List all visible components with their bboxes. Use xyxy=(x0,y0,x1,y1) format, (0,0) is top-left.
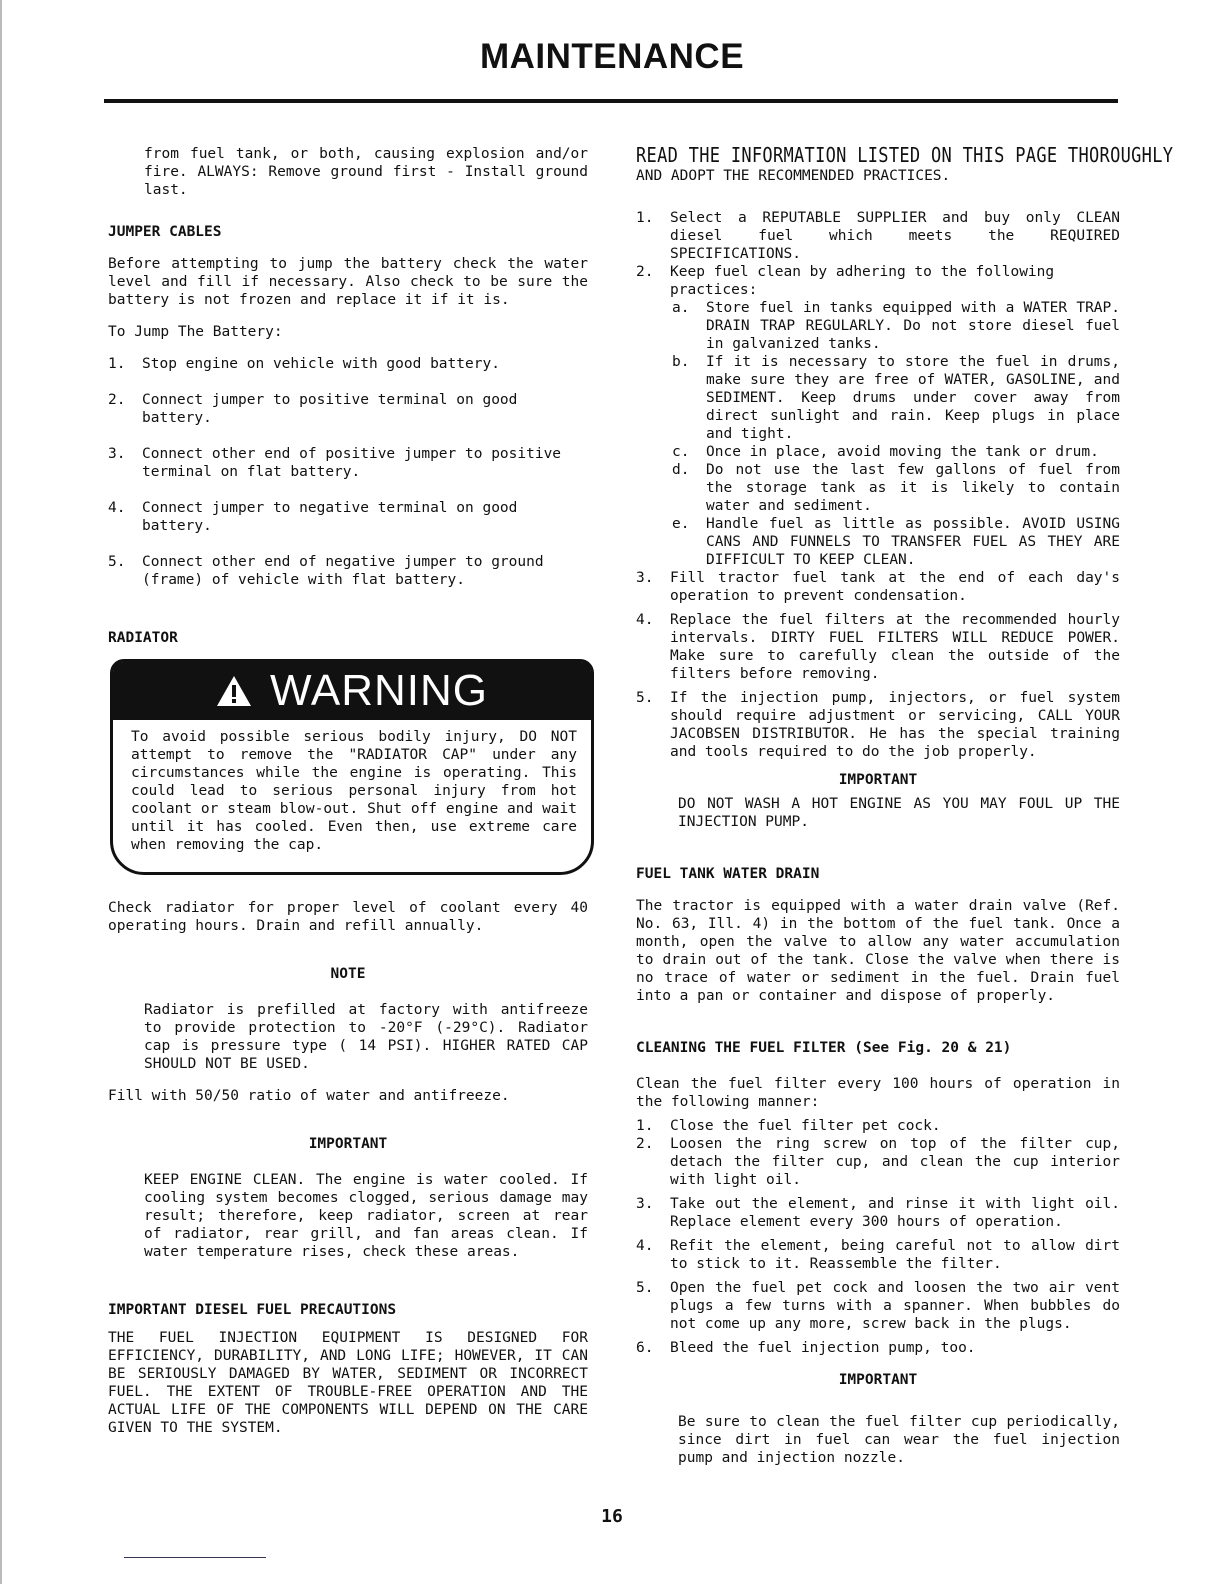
fill-paragraph: Fill with 50/50 ratio of water and antifreeze. xyxy=(108,1088,510,1104)
jump-battery-label: To Jump The Battery: xyxy=(108,324,283,340)
water-drain-heading: FUEL TANK WATER DRAIN xyxy=(636,866,820,882)
precaution-item: 3. Fill tractor fuel tank at the end of each day's operation to prevent condensation. xyxy=(636,570,1120,604)
right-column xyxy=(636,143,1174,1467)
page-title: MAINTENANCE xyxy=(479,37,745,76)
warning-text: To avoid possible serious bodily injury, DO NOT attempt to remove the "RADIATOR CAP" under any circumstances while the engine is operating. This could lead to serious personal injury from hot coolant or steam blow-out. Shut off engine and wait until it has cooled. Even then, use extreme care when removing the cap. xyxy=(131,729,577,853)
page-number: 16 xyxy=(601,1506,623,1527)
diesel-precautions-paragraph: THE FUEL INJECTION EQUIPMENT IS DESIGNED FOR EFFICIENCY, DURABILITY, AND LONG LIFE; HOWEVER, IT CAN BE SERIOUSLY DAMAGED BY WATER, SEDIMENT OR INCORRECT FUEL. THE EXTENT OF TROUBLE-FREE OPERATION AND THE ACTUAL LIFE OF THE COMPONENTS WILL DEPEND ON THE CARE GIVEN TO THE SYSTEM. xyxy=(108,1330,588,1436)
read-thoroughly-subtitle: AND ADOPT THE RECOMMENDED PRACTICES. xyxy=(636,168,951,184)
diesel-precautions-heading: IMPORTANT DIESEL FUEL PRECAUTIONS xyxy=(108,1302,397,1318)
note-text: Radiator is prefilled at factory with antifreeze to provide protection to -20°F (-29°C). Radiator cap is pressure type ( 14 PSI). HIGHER RATED CAP SHOULD NOT BE USED. xyxy=(144,1002,588,1072)
footer-line xyxy=(124,1557,266,1558)
title-rule xyxy=(104,99,1118,103)
cleaning-filter-intro: Clean the fuel filter every 100 hours of operation in the following manner: xyxy=(636,1076,1120,1110)
precaution-subitem: c. Once in place, avoid moving the tank or drum. xyxy=(672,444,1099,460)
note-label: NOTE xyxy=(330,966,366,982)
cleaning-step: 3. Take out the element, and rinse it with light oil. Replace element every 300 hours of operation. xyxy=(636,1196,1120,1230)
cleaning-step: 4. Refit the element, being careful not to allow dirt to stick to it. Reassemble the filter. xyxy=(636,1238,1120,1272)
jump-step: 1. Stop engine on vehicle with good battery. xyxy=(108,356,500,372)
precaution-item: 4. Replace the fuel filters at the recommended hourly intervals. DIRTY FUEL FILTERS WILL REDUCE POWER. Make sure to carefully clean the outside of the filters before removing. xyxy=(636,612,1120,682)
important-text: Be sure to clean the fuel filter cup periodically, since dirt in fuel can wear the fuel injection pump and injection nozzle. xyxy=(678,1414,1120,1466)
cleaning-step: 2. Loosen the ring screw on top of the filter cup, detach the filter cup, and clean the cup interior with light oil. xyxy=(636,1136,1120,1188)
jump-step: 5. Connect other end of negative jumper to ground (frame) of vehicle with flat battery. xyxy=(108,554,544,588)
warning-triangle-icon xyxy=(216,675,252,707)
jump-step: 2. Connect jumper to positive terminal on good battery. xyxy=(108,392,518,426)
warning-title: WARNING xyxy=(269,666,489,715)
cleaning-step: 1. Close the fuel filter pet cock. xyxy=(636,1118,941,1134)
warning-box xyxy=(110,659,594,875)
precaution-subitem: b. If it is necessary to store the fuel in drums, make sure they are free of WATER, GASOLINE, and SEDIMENT. Keep drums under cover away from direct sunlight and rain. Keep plugs in place and tight. xyxy=(672,354,1120,442)
important-label: IMPORTANT xyxy=(838,1372,918,1388)
important-label: IMPORTANT xyxy=(308,1136,388,1152)
precaution-item: 2. Keep fuel clean by adhering to the following practices: xyxy=(636,264,1055,298)
jump-step: 3. Connect other end of positive jumper to positive terminal on flat battery. xyxy=(108,446,562,480)
important-text: DO NOT WASH A HOT ENGINE AS YOU MAY FOUL UP THE INJECTION PUMP. xyxy=(678,796,1120,830)
water-drain-paragraph: The tractor is equipped with a water drain valve (Ref. No. 63, Ill. 4) in the bottom of the fuel tank. Once a month, open the valve to allow any water accumulation to drain out of the tank. Close the valve when there is no trace of water or sediment in the fuel. Drain fuel into a pan or container and dispose of properly. xyxy=(636,898,1120,1004)
cleaning-filter-heading: CLEANING THE FUEL FILTER (See Fig. 20 & 21) xyxy=(636,1040,1012,1056)
intro-text: from fuel tank, or both, causing explosion and/or fire. ALWAYS: Remove ground first - Install ground last. xyxy=(144,146,588,198)
precaution-subitem: a. Store fuel in tanks equipped with a WATER TRAP. DRAIN TRAP REGULARLY. Do not store diesel fuel in galvanized tanks. xyxy=(672,300,1120,352)
jumper-cables-heading: JUMPER CABLES xyxy=(108,224,222,240)
cleaning-step: 6. Bleed the fuel injection pump, too. xyxy=(636,1340,976,1356)
left-column xyxy=(108,145,588,1437)
important-text: KEEP ENGINE CLEAN. The engine is water cooled. If cooling system becomes clogged, serious damage may result; therefore, keep radiator, screen at rear of radiator, rear grill, and fan areas clean. If water temperature rises, check these areas. xyxy=(144,1172,588,1260)
precaution-subitem: e. Handle fuel as little as possible. AVOID USING CANS AND FUNNELS TO TRANSFER FUEL AS THEY ARE DIFFICULT TO KEEP CLEAN. xyxy=(672,516,1120,568)
jumper-cables-paragraph: Before attempting to jump the battery check the water level and fill if necessary. Also check to be sure the battery is not frozen and replace it if it is. xyxy=(108,256,588,308)
warning-header xyxy=(113,662,591,720)
scan-edge xyxy=(0,0,2,1584)
precaution-item: 1. Select a REPUTABLE SUPPLIER and buy only CLEAN diesel fuel which meets the REQUIRED SPECIFICATIONS. xyxy=(636,210,1120,262)
read-thoroughly-title: READ THE INFORMATION LISTED ON THIS PAGE THOROUGHLY xyxy=(636,143,1174,168)
important-label: IMPORTANT xyxy=(838,772,918,788)
jump-step: 4. Connect jumper to negative terminal on good battery. xyxy=(108,500,518,534)
precaution-subitem: d. Do not use the last few gallons of fuel from the storage tank as it is likely to contain water and sediment. xyxy=(672,462,1120,514)
cleaning-step: 5. Open the fuel pet cock and loosen the two air vent plugs a few turns with a spanner. When bubbles do not come up any more, screw back in the plugs. xyxy=(636,1280,1120,1332)
precaution-item: 5. If the injection pump, injectors, or fuel system should require adjustment or servicing, CALL YOUR JACOBSEN DISTRIBUTOR. He has the special training and tools required to do the job properly. xyxy=(636,690,1120,760)
coolant-paragraph: Check radiator for proper level of coolant every 40 operating hours. Drain and refill annually. xyxy=(108,900,588,934)
radiator-heading: RADIATOR xyxy=(108,630,178,646)
